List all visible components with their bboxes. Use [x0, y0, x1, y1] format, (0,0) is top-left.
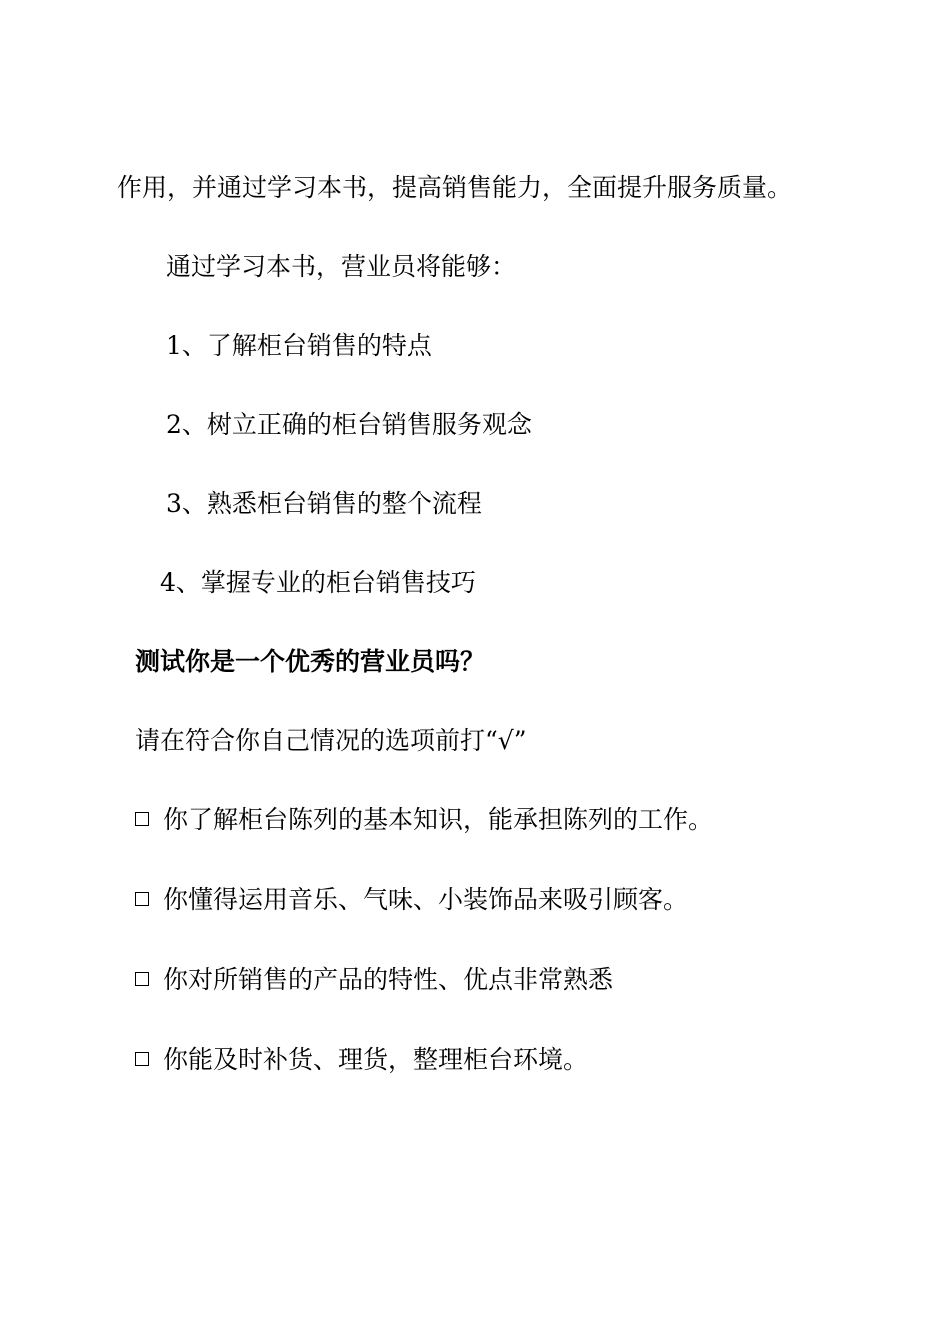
quiz-heading: 测试你是一个优秀的营业员吗？	[135, 647, 486, 676]
lead-in-text: 通过学习本书，营业员将能够：	[166, 252, 517, 281]
checkbox-icon[interactable]	[135, 1052, 149, 1066]
checkbox-icon[interactable]	[135, 812, 149, 826]
quiz-item-3	[135, 964, 613, 996]
quiz-item-1	[135, 804, 713, 836]
goal-item-2: 2、树立正确的柜台销售服务观念	[166, 410, 532, 439]
quiz-item-2-label: 你懂得运用音乐、气味、小装饰品来吸引顾客。	[163, 885, 689, 914]
quiz-item-1-label: 你了解柜台陈列的基本知识，能承担陈列的工作。	[163, 805, 714, 834]
quiz-item-3-label: 你对所销售的产品的特性、优点非常熟悉	[163, 965, 614, 994]
quiz-item-4-label: 你能及时补货、理货，整理柜台环境。	[163, 1045, 589, 1074]
quiz-item-4	[135, 1044, 588, 1076]
goal-item-3: 3、熟悉柜台销售的整个流程	[166, 489, 482, 518]
quiz-item-2	[135, 884, 688, 916]
checkbox-icon[interactable]	[135, 892, 149, 906]
quiz-instruction: 请在符合你自己情况的选项前打“√”	[135, 726, 527, 755]
goal-item-4: 4、掌握专业的柜台销售技巧	[160, 568, 476, 597]
goal-item-1: 1、了解柜台销售的特点	[166, 331, 432, 360]
checkbox-icon[interactable]	[135, 972, 149, 986]
intro-continuation-text: 作用，并通过学习本书，提高销售能力，全面提升服务质量。	[117, 173, 793, 202]
